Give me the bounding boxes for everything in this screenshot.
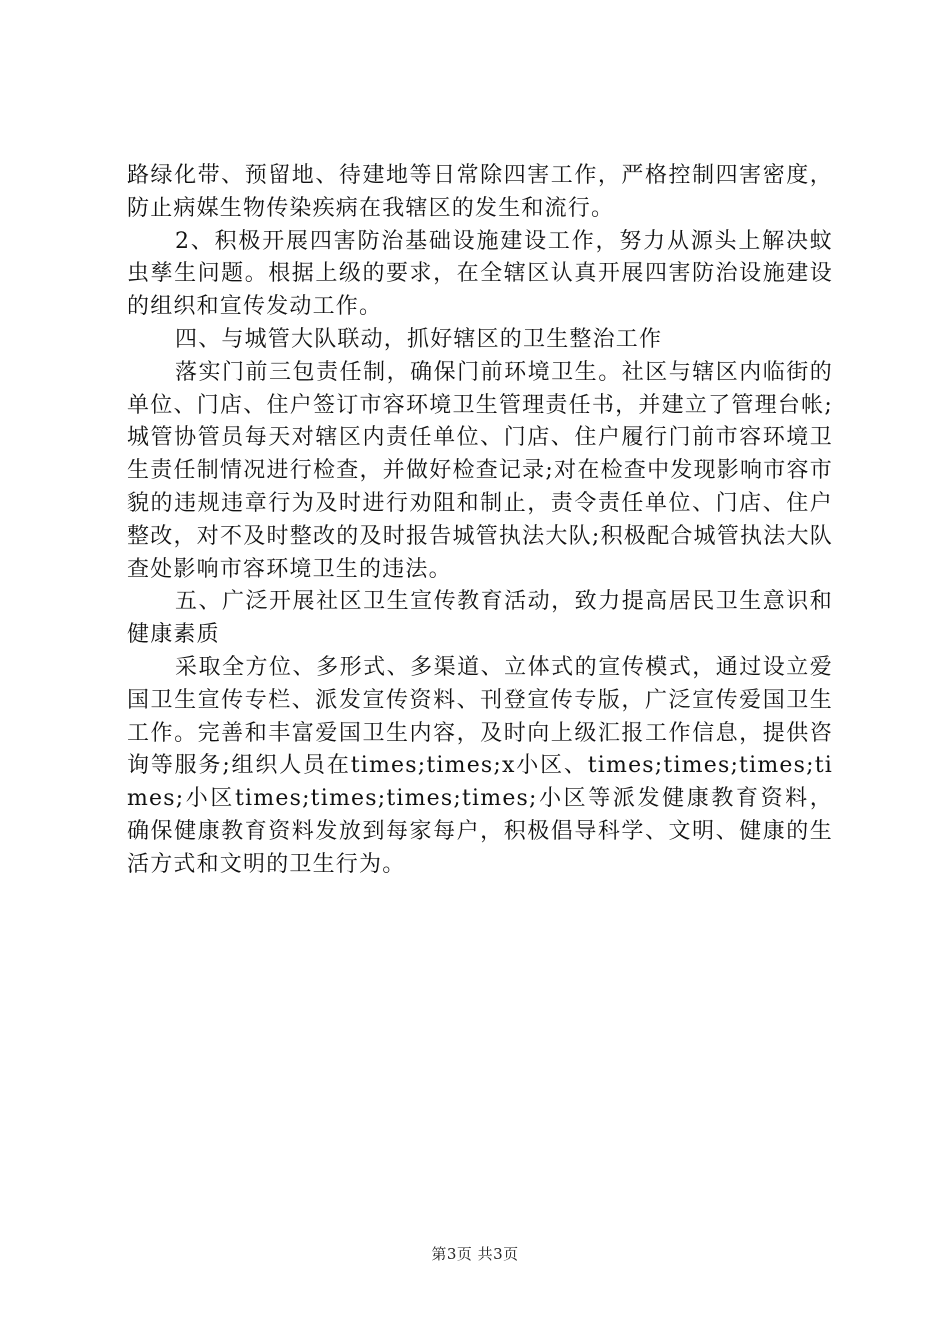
paragraph-2: 2、积极开展四害防治基础设施建设工作，努力从源头上解决蚊虫孳生问题。根据上级的要求，在全辖区认真开展四害防治设施建设的组织和宣传发动工作。 (127, 228, 833, 320)
document-body (127, 160, 833, 882)
paragraph-1: 路绿化带、预留地、待建地等日常除四害工作，严格控制四害密度，防止病媒生物传染疾病在我辖区的发生和流行。 (127, 163, 833, 221)
page-number-footer: 第3页 共3页 (431, 1245, 519, 1263)
paragraph-3: 落实门前三包责任制，确保门前环境卫生。社区与辖区内临街的单位、门店、住户签订市容环境卫生管理责任书，并建立了管理台帐;城管协管员每天对辖区内责任单位、门店、住户履行门前市容环境卫生责任制情况进行检查，并做好检查记录;对在检查中发现影响市容市貌的违规违章行为及时进行劝阻和制止，责令责任单位、门店、住户整改，对不及时整改的及时报告城管执法大队;积极配合城管执法大队查处影响市容环境卫生的违法。 (127, 359, 833, 582)
paragraph-4: 采取全方位、多形式、多渠道、立体式的宣传模式，通过设立爱国卫生宣传专栏、派发宣传资料、刊登宣传专版，广泛宣传爱国卫生工作。完善和丰富爱国卫生内容，及时向上级汇报工作信息，提供咨询等服务;组织人员在times;times;x小区、times;times;times;times;小区times;times;times;times;小区等派发健康教育资料，确保健康教育资料发放到每家每户，积极倡导科学、文明、健康的生活方式和文明的卫生行为。 (127, 654, 833, 877)
section-heading-4: 四、与城管大队联动，抓好辖区的卫生整治工作 (175, 326, 663, 352)
section-heading-5: 五、广泛开展社区卫生宣传教育活动，致力提高居民卫生意识和健康素质 (127, 589, 833, 648)
